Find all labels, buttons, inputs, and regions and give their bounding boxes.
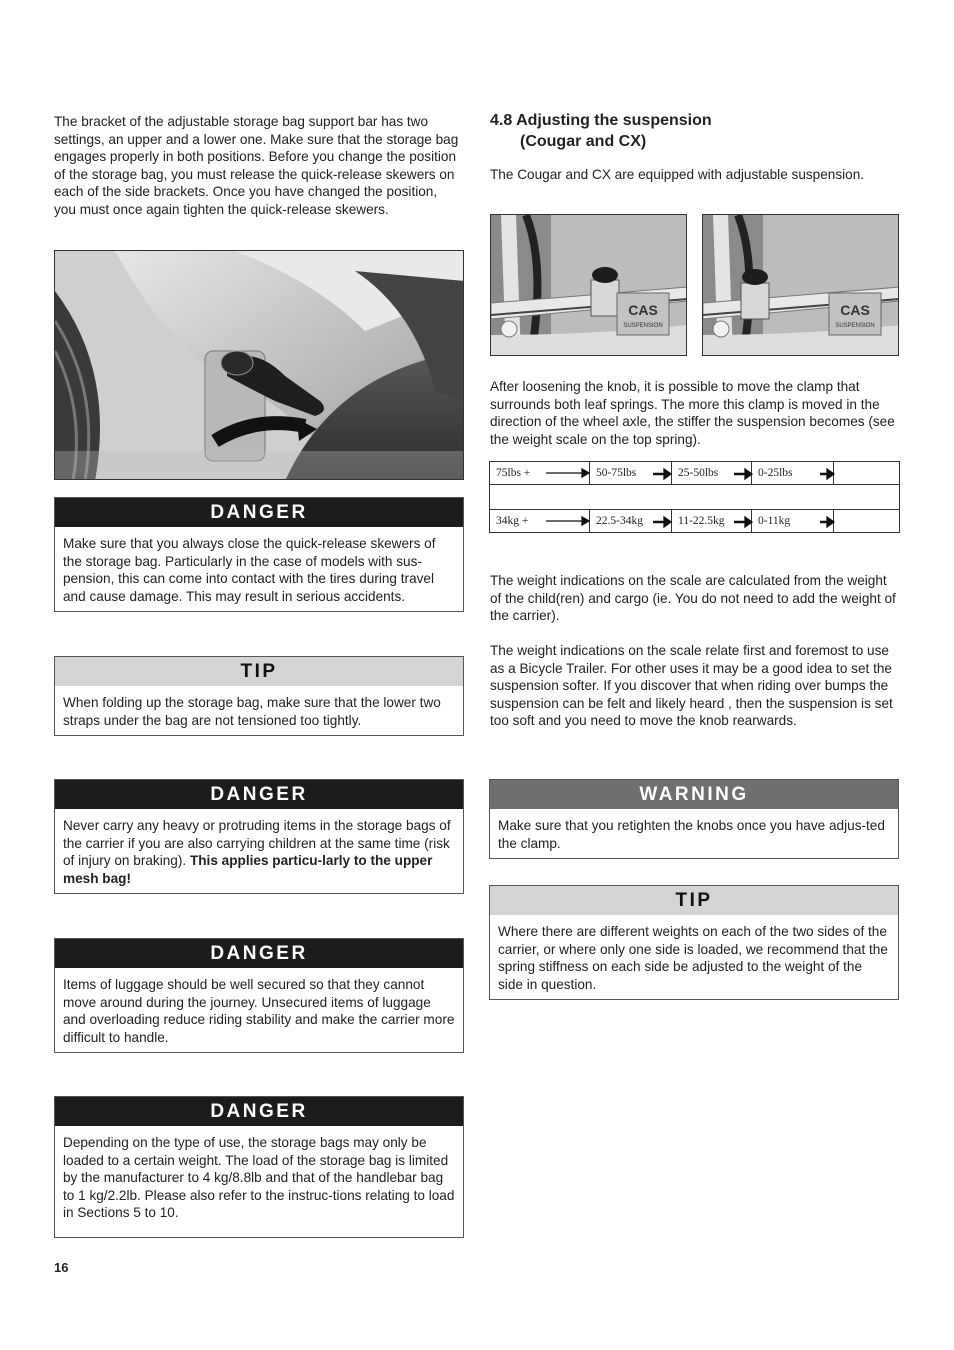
tip-box-folding: [54, 656, 464, 736]
clamp-paragraph: After loosening the knob, it is possible to move the clamp that surrounds both leaf springs. The more this clamp is moved in the direction of the wheel axle, the stiffer the suspension becomes (see the weight scale on the top spring).: [490, 379, 895, 447]
scale-cell: 22.5-34kg: [590, 510, 672, 532]
danger-text: Depending on the type of use, the storage bags may only be loaded to a certain weight. The load of the storage bag is limited by the manufacturer to 4 kg/8.8lb and that of the handlebar bag to 1 kg/2.2lb. Please also refer to the instruc-tions relating to load in Sections 5 to 10.: [63, 1135, 455, 1221]
danger-text: [55, 809, 463, 887]
scale-cell: 11-22.5kg: [672, 510, 752, 532]
suspension-photo-1: [490, 214, 687, 356]
section-heading: [490, 110, 712, 152]
danger-box-load: [54, 1096, 464, 1238]
danger-text-bold: This applies particu-larly to the upper mesh bag!: [63, 853, 433, 886]
weight-scale-table: [489, 461, 900, 533]
danger-heading: DANGER: [55, 498, 463, 527]
scale-cell: 34kg +: [490, 510, 590, 532]
tip-heading: TIP: [490, 886, 898, 915]
danger-box-quick-release: [54, 497, 464, 612]
suspension-photo-2: [702, 214, 899, 356]
weight-calc-paragraph: The weight indications on the scale are calculated from the weight of the child(ren) and cargo (ie. You do not need to add the weight of the carrier).: [490, 573, 896, 624]
danger-text-normal: Never carry any heavy or protruding items in the storage bags of the carrier if you are also carrying children at the same time (risk of injury on braking).: [63, 818, 451, 869]
warning-box-retighten: [489, 779, 899, 859]
bracket-illustration: [55, 251, 464, 480]
storage-bag-bracket-photo: [54, 250, 464, 480]
scale-cell: 0-11kg: [752, 510, 834, 532]
section-heading-line1: 4.8 Adjusting the suspension: [490, 112, 712, 129]
danger-box-luggage: [54, 938, 464, 1053]
warning-heading: WARNING: [490, 780, 898, 809]
danger-text: Make sure that you always close the quick-release skewers of the storage bag. Particularly in the case of models with sus-pension, this can come into contact with the tires during travel and cause damage. This may result in serious accidents.: [63, 536, 436, 604]
danger-box-heavy-items: [54, 779, 464, 894]
intro-paragraph: The bracket of the adjustable storage bag support bar has two settings, an upper and a lower one. Make sure that the storage bag engages properly in both positions. Before you change the position of the storage bag, you must release the quick-release skewers on each of the side brackets. Once you have changed the position, you must once again tighten the quick-release skewers.: [54, 114, 459, 217]
danger-heading: DANGER: [55, 780, 463, 809]
scale-cell: 75lbs +: [490, 462, 590, 484]
photo-label-cas: CAS: [628, 302, 658, 318]
warning-text: Make sure that you retighten the knobs once you have adjus-ted the clamp.: [498, 818, 885, 851]
scale-cell: 50-75lbs: [590, 462, 672, 484]
scale-cell: 0-25lbs: [752, 462, 834, 484]
danger-heading: DANGER: [55, 939, 463, 968]
weight-usage-paragraph: The weight indications on the scale relate first and foremost to use as a Bicycle Trailer. For other uses it may be a good idea to set the suspension softer. If you discover that when riding over bumps the suspension can be felt and likely heard , then the suspension is set too soft and you need to move the knob rearwards.: [490, 643, 893, 729]
scale-cell: 25-50lbs: [672, 462, 752, 484]
page-number: 16: [54, 1260, 69, 1275]
suspension-illustration: [491, 215, 687, 356]
section-heading-line2: (Cougar and CX): [520, 133, 647, 150]
suspension-intro: The Cougar and CX are equipped with adjustable suspension.: [490, 167, 865, 182]
danger-heading: DANGER: [55, 1097, 463, 1126]
tip-text: When folding up the storage bag, make sure that the lower two straps under the bag are not tensioned too tightly.: [63, 695, 441, 728]
photo-label-cas: CAS: [840, 302, 870, 318]
suspension-illustration: [703, 215, 899, 356]
photo-label-suspension: SUSPENSION: [623, 323, 663, 329]
tip-text: Where there are different weights on each of the two sides of the carrier, or where only one side is loaded, we recommend that the spring stiffness on each side be adjusted to the weight of the side in question.: [498, 924, 888, 992]
scale-arrows: [490, 462, 901, 534]
tip-heading: TIP: [55, 657, 463, 686]
tip-box-spring-stiffness: [489, 885, 899, 1000]
photo-label-suspension: SUSPENSION: [835, 323, 875, 329]
danger-text: Items of luggage should be well secured so that they cannot move around during the journey. Unsecured items of luggage and overloading reduce riding stability and make the carrier more difficult to handle.: [63, 977, 455, 1045]
